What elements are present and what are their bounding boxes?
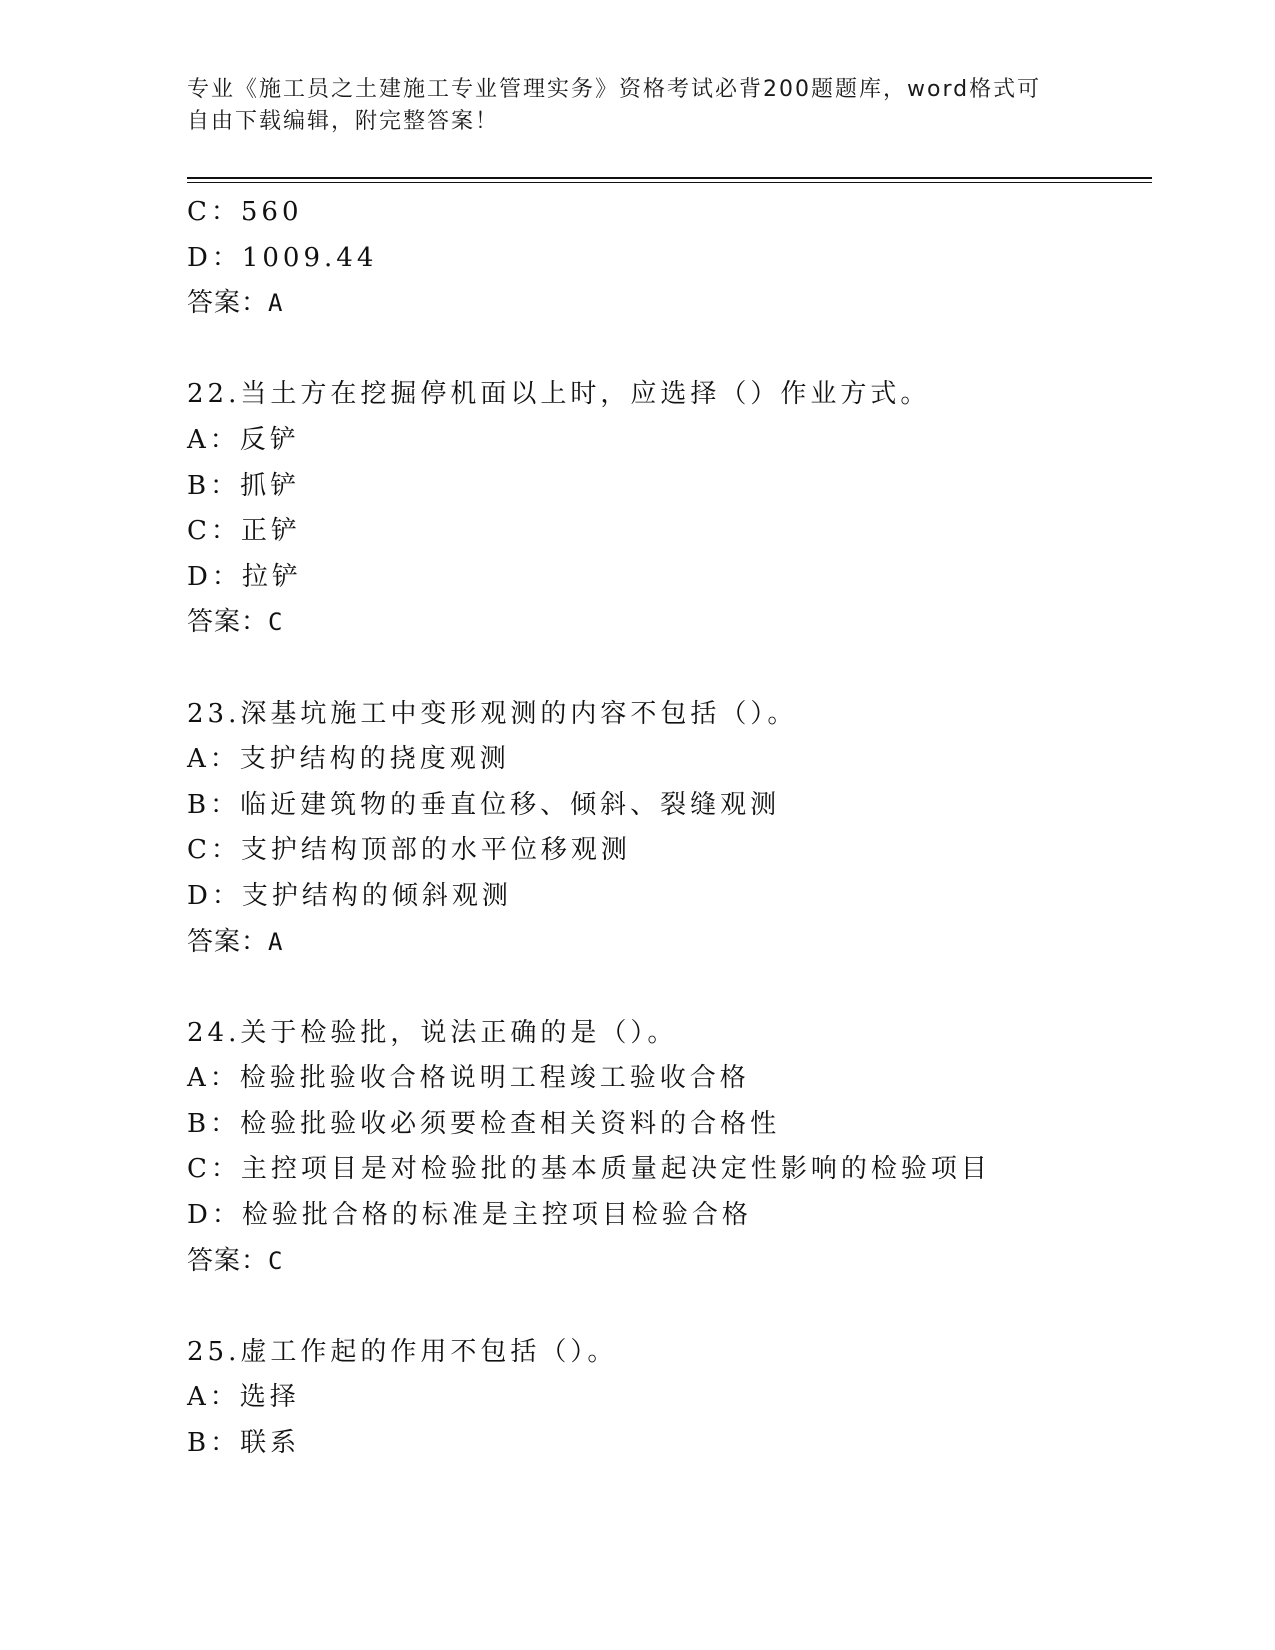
- question-24: [187, 1011, 1152, 1285]
- question-stem: 24.关于检验批，说法正确的是（）。: [187, 1017, 678, 1048]
- header-line-2: 自由下载编辑，附完整答案！: [187, 109, 500, 134]
- option-c: C：支护结构顶部的水平位移观测: [187, 835, 631, 866]
- question-stem: 25.虚工作起的作用不包括（）。: [187, 1336, 618, 1367]
- option-b: B：检验批验收必须要检查相关资料的合格性: [187, 1108, 781, 1139]
- option-c: C：正铲: [187, 516, 301, 547]
- answer-value: A: [268, 927, 283, 956]
- question-stem: 23.深基坑施工中变形观测的内容不包括（）。: [187, 698, 798, 729]
- question-gap: [187, 1284, 1152, 1330]
- question-gap: [187, 646, 1152, 692]
- question-21-tail: [187, 190, 1152, 327]
- option-b: B：抓铲: [187, 470, 301, 501]
- question-gap: [187, 965, 1152, 1011]
- option-d: D：1009.44: [187, 242, 378, 273]
- option-d: D：检验批合格的标准是主控项目检验合格: [187, 1200, 752, 1231]
- answer-label: 答案：: [187, 288, 269, 319]
- answer-line: [187, 600, 1152, 646]
- answer-label: 答案：: [187, 926, 269, 957]
- header-divider-thick: [187, 177, 1152, 179]
- option-a: A：检验批验收合格说明工程竣工验收合格: [187, 1063, 750, 1094]
- answer-label: 答案：: [187, 607, 269, 638]
- header-divider-thin: [187, 182, 1152, 183]
- option-d: D：支护结构的倾斜观测: [187, 880, 512, 911]
- option-b: B：临近建筑物的垂直位移、倾斜、裂缝观测: [187, 789, 781, 820]
- question-gap: [187, 327, 1152, 373]
- option-a: A：反铲: [187, 424, 300, 455]
- answer-value: A: [268, 289, 283, 318]
- option-a: A：选择: [187, 1382, 300, 1413]
- answer-line: [187, 920, 1152, 966]
- document-header: [187, 74, 1067, 138]
- option-c: C：主控项目是对检验批的基本质量起决定性影响的检验项目: [187, 1154, 991, 1185]
- answer-line: [187, 281, 1152, 327]
- question-23: [187, 692, 1152, 966]
- answer-line: [187, 1239, 1152, 1285]
- question-stem: 22.当土方在挖掘停机面以上时，应选择（）作业方式。: [187, 379, 931, 410]
- answer-label: 答案：: [187, 1245, 269, 1276]
- question-list: [187, 190, 1152, 1467]
- answer-value: C: [268, 1246, 283, 1275]
- option-b: B：联系: [187, 1428, 301, 1459]
- question-22: [187, 372, 1152, 646]
- option-a: A：支护结构的挠度观测: [187, 744, 510, 775]
- question-25: [187, 1330, 1152, 1467]
- option-c: C：560: [187, 197, 303, 227]
- header-line-1: 专业《施工员之土建施工专业管理实务》资格考试必背200题题库，word格式可: [187, 77, 1042, 102]
- option-d: D：拉铲: [187, 561, 302, 592]
- answer-value: C: [268, 608, 283, 637]
